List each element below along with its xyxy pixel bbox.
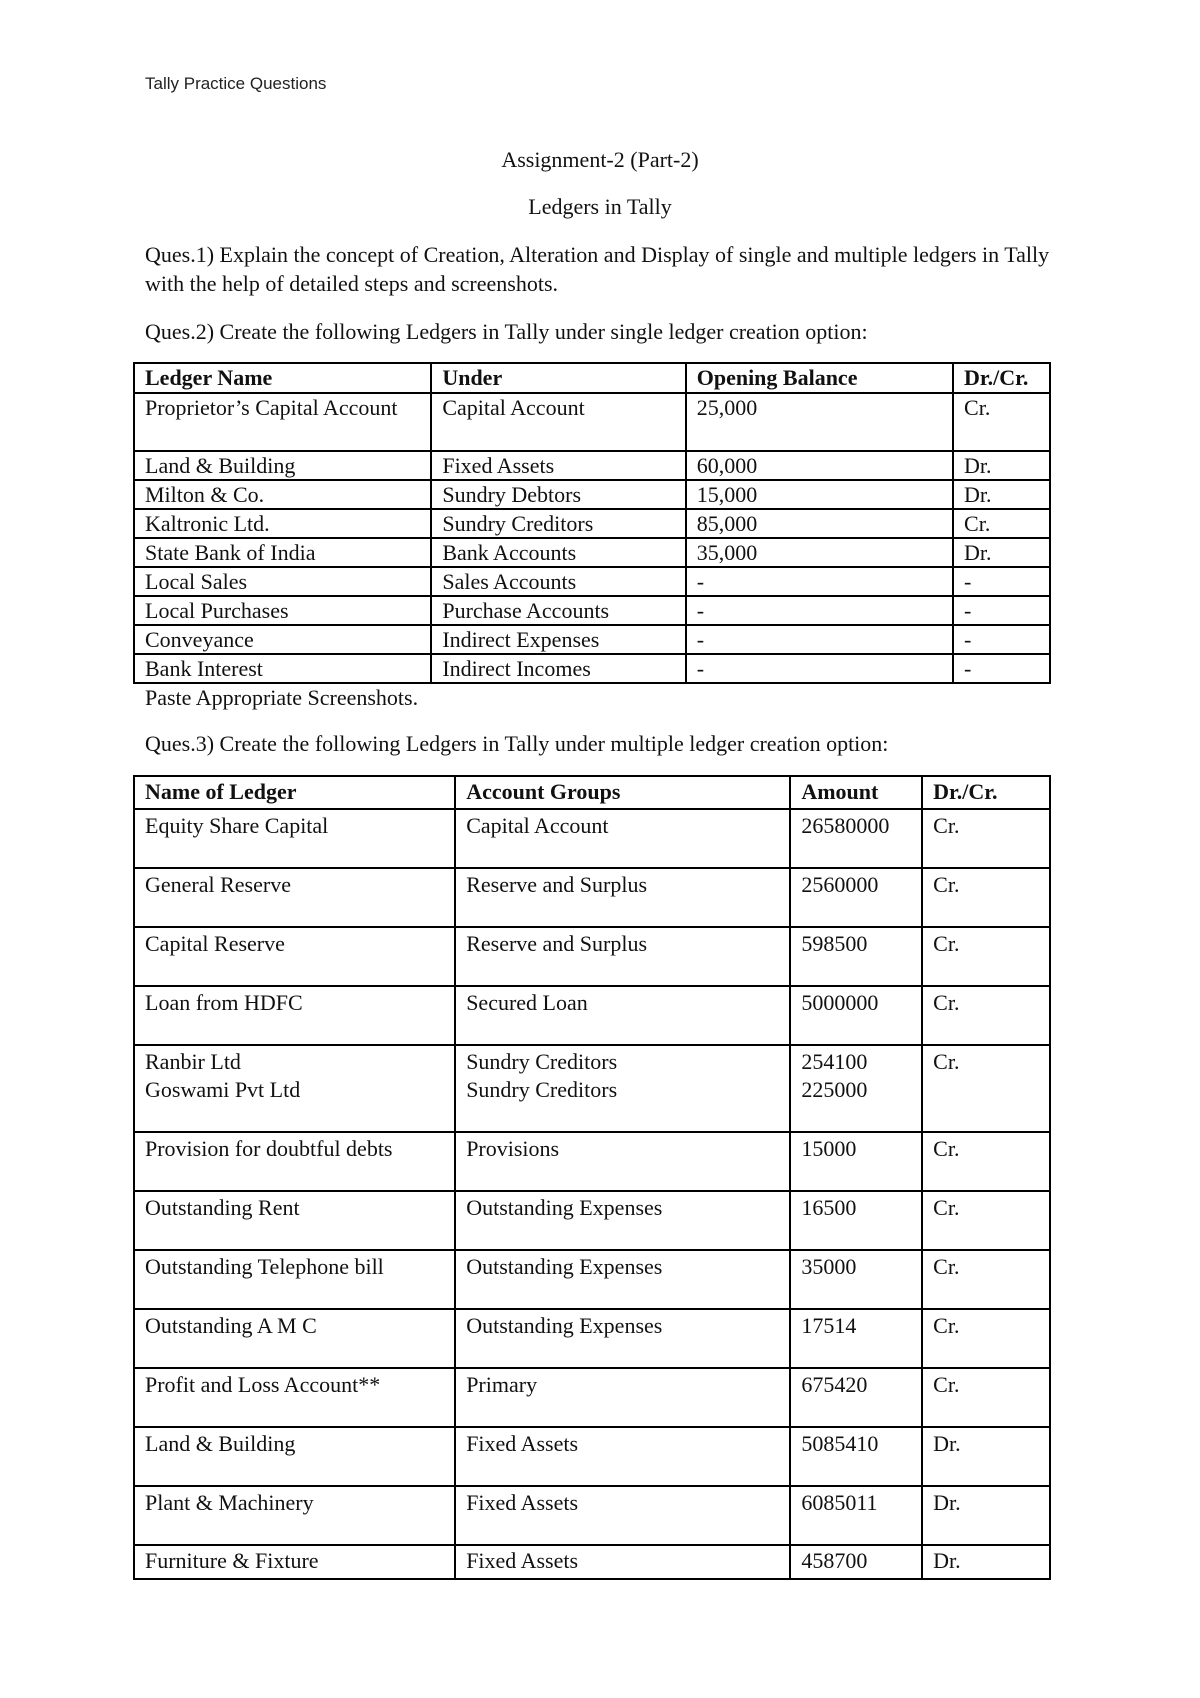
under-cell: Sundry Debtors bbox=[431, 480, 685, 509]
table-row bbox=[134, 509, 1050, 538]
column-header: Amount bbox=[790, 776, 922, 809]
table-row bbox=[134, 538, 1050, 567]
opening-balance-cell: 60,000 bbox=[686, 451, 953, 480]
account-group-cell: Fixed Assets bbox=[455, 1545, 790, 1579]
assignment-subtitle: Ledgers in Tally bbox=[528, 194, 672, 219]
account-group-cell: Primary bbox=[455, 1368, 790, 1427]
dr-cr-cell: Dr. bbox=[953, 480, 1050, 509]
ledger-name-cell: State Bank of India bbox=[134, 538, 431, 567]
multiple-ledger-table bbox=[133, 775, 1051, 1580]
amount-cell: 15000 bbox=[790, 1132, 922, 1191]
dr-cr-cell: - bbox=[953, 596, 1050, 625]
dr-cr-cell: Cr. bbox=[922, 1045, 1050, 1132]
dr-cr-cell: Dr. bbox=[953, 538, 1050, 567]
ledger-name-cell: Equity Share Capital bbox=[134, 809, 455, 868]
table-row bbox=[134, 1132, 1050, 1191]
under-cell: Indirect Incomes bbox=[431, 654, 685, 683]
account-group-cell: Fixed Assets bbox=[455, 1486, 790, 1545]
column-header: Opening Balance bbox=[686, 363, 953, 393]
under-cell: Sundry Creditors bbox=[431, 509, 685, 538]
table-row bbox=[134, 567, 1050, 596]
table-row bbox=[134, 596, 1050, 625]
question-3: Ques.3) Create the following Ledgers in Tally under multiple ledger creation option: bbox=[145, 731, 889, 756]
amount-cell: 16500 bbox=[790, 1191, 922, 1250]
ledger-name-cell: Conveyance bbox=[134, 625, 431, 654]
ledger-name-cell: Land & Building bbox=[134, 1427, 455, 1486]
table-row bbox=[134, 927, 1050, 986]
dr-cr-cell: Cr. bbox=[953, 393, 1050, 451]
assignment-title: Assignment-2 (Part-2) bbox=[501, 147, 699, 172]
ledger-name-cell: Milton & Co. bbox=[134, 480, 431, 509]
paste-screenshots-note: Paste Appropriate Screenshots. bbox=[145, 685, 419, 710]
ledger-name-cell: Provision for doubtful debts bbox=[134, 1132, 455, 1191]
table-row bbox=[134, 393, 1050, 451]
opening-balance-cell: 85,000 bbox=[686, 509, 953, 538]
account-group-cell: Outstanding Expenses bbox=[455, 1250, 790, 1309]
dr-cr-cell: Cr. bbox=[922, 809, 1050, 868]
opening-balance-cell: - bbox=[686, 596, 953, 625]
table-header-row bbox=[134, 363, 1050, 393]
ledger-name-cell: Profit and Loss Account** bbox=[134, 1368, 455, 1427]
table-row bbox=[134, 654, 1050, 683]
ledger-name-cell: Outstanding A M C bbox=[134, 1309, 455, 1368]
amount-cell: 5000000 bbox=[790, 986, 922, 1045]
table-row bbox=[134, 480, 1050, 509]
under-cell: Purchase Accounts bbox=[431, 596, 685, 625]
account-group-cell: Reserve and Surplus bbox=[455, 927, 790, 986]
ledger-name-cell: General Reserve bbox=[134, 868, 455, 927]
account-group-cell: Provisions bbox=[455, 1132, 790, 1191]
table-row bbox=[134, 1191, 1050, 1250]
under-cell: Capital Account bbox=[431, 393, 685, 451]
under-cell: Fixed Assets bbox=[431, 451, 685, 480]
single-ledger-table bbox=[133, 362, 1051, 684]
table-row bbox=[134, 1250, 1050, 1309]
amount-cell: 26580000 bbox=[790, 809, 922, 868]
ledger-name-cell: Land & Building bbox=[134, 451, 431, 480]
amount-cell: 35000 bbox=[790, 1250, 922, 1309]
table-row bbox=[134, 1309, 1050, 1368]
dr-cr-cell: - bbox=[953, 654, 1050, 683]
column-header: Name of Ledger bbox=[134, 776, 455, 809]
ledger-name-cell: Plant & Machinery bbox=[134, 1486, 455, 1545]
ledger-name-cell: Capital Reserve bbox=[134, 927, 455, 986]
table-row bbox=[134, 809, 1050, 868]
under-cell: Indirect Expenses bbox=[431, 625, 685, 654]
dr-cr-cell: Cr. bbox=[922, 1250, 1050, 1309]
amount-cell: 2560000 bbox=[790, 868, 922, 927]
table-row bbox=[134, 625, 1050, 654]
ledger-name-cell: Furniture & Fixture bbox=[134, 1545, 455, 1579]
column-header: Ledger Name bbox=[134, 363, 431, 393]
dr-cr-cell: Cr. bbox=[922, 986, 1050, 1045]
dr-cr-cell: - bbox=[953, 567, 1050, 596]
table-row bbox=[134, 451, 1050, 480]
column-header: Dr./Cr. bbox=[953, 363, 1050, 393]
ledger-name-cell: Outstanding Telephone bill bbox=[134, 1250, 455, 1309]
opening-balance-cell: - bbox=[686, 654, 953, 683]
account-group-cell: Reserve and Surplus bbox=[455, 868, 790, 927]
table-row bbox=[134, 1545, 1050, 1579]
table-row bbox=[134, 868, 1050, 927]
account-group-cell: Outstanding Expenses bbox=[455, 1191, 790, 1250]
dr-cr-cell: Cr. bbox=[953, 509, 1050, 538]
table-header-row bbox=[134, 776, 1050, 809]
dr-cr-cell: Dr. bbox=[922, 1545, 1050, 1579]
account-group-cell: Secured Loan bbox=[455, 986, 790, 1045]
table-row bbox=[134, 1427, 1050, 1486]
dr-cr-cell: Dr. bbox=[922, 1486, 1050, 1545]
dr-cr-cell: - bbox=[953, 625, 1050, 654]
page-header: Tally Practice Questions bbox=[145, 74, 327, 93]
opening-balance-cell: 25,000 bbox=[686, 393, 953, 451]
opening-balance-cell: - bbox=[686, 567, 953, 596]
ledger-name-cell: Bank Interest bbox=[134, 654, 431, 683]
dr-cr-cell: Cr. bbox=[922, 1191, 1050, 1250]
ledger-name-cell: Ranbir Ltd Goswami Pvt Ltd bbox=[134, 1045, 455, 1132]
question-2: Ques.2) Create the following Ledgers in Tally under single ledger creation option: bbox=[145, 319, 868, 344]
amount-cell: 675420 bbox=[790, 1368, 922, 1427]
column-header: Under bbox=[431, 363, 685, 393]
amount-cell: 6085011 bbox=[790, 1486, 922, 1545]
dr-cr-cell: Cr. bbox=[922, 1309, 1050, 1368]
table-row bbox=[134, 986, 1050, 1045]
dr-cr-cell: Cr. bbox=[922, 868, 1050, 927]
amount-cell: 458700 bbox=[790, 1545, 922, 1579]
opening-balance-cell: - bbox=[686, 625, 953, 654]
ledger-name-cell: Outstanding Rent bbox=[134, 1191, 455, 1250]
table-row bbox=[134, 1045, 1050, 1132]
dr-cr-cell: Cr. bbox=[922, 927, 1050, 986]
account-group-cell: Fixed Assets bbox=[455, 1427, 790, 1486]
dr-cr-cell: Dr. bbox=[922, 1427, 1050, 1486]
question-1: Ques.1) Explain the concept of Creation, Alteration and Display of single and multiple ledgers in Tally with the help of detailed steps and screenshots. bbox=[145, 242, 1050, 296]
amount-cell: 5085410 bbox=[790, 1427, 922, 1486]
opening-balance-cell: 15,000 bbox=[686, 480, 953, 509]
table-row bbox=[134, 1368, 1050, 1427]
account-group-cell: Sundry Creditors Sundry Creditors bbox=[455, 1045, 790, 1132]
amount-cell: 598500 bbox=[790, 927, 922, 986]
under-cell: Bank Accounts bbox=[431, 538, 685, 567]
ledger-name-cell: Kaltronic Ltd. bbox=[134, 509, 431, 538]
dr-cr-cell: Cr. bbox=[922, 1368, 1050, 1427]
table-row bbox=[134, 1486, 1050, 1545]
opening-balance-cell: 35,000 bbox=[686, 538, 953, 567]
dr-cr-cell: Dr. bbox=[953, 451, 1050, 480]
under-cell: Sales Accounts bbox=[431, 567, 685, 596]
ledger-name-cell: Local Sales bbox=[134, 567, 431, 596]
ledger-name-cell: Local Purchases bbox=[134, 596, 431, 625]
ledger-name-cell: Loan from HDFC bbox=[134, 986, 455, 1045]
column-header: Account Groups bbox=[455, 776, 790, 809]
account-group-cell: Capital Account bbox=[455, 809, 790, 868]
amount-cell: 17514 bbox=[790, 1309, 922, 1368]
ledger-name-cell: Proprietor’s Capital Account bbox=[134, 393, 431, 451]
account-group-cell: Outstanding Expenses bbox=[455, 1309, 790, 1368]
column-header: Dr./Cr. bbox=[922, 776, 1050, 809]
dr-cr-cell: Cr. bbox=[922, 1132, 1050, 1191]
amount-cell: 254100 225000 bbox=[790, 1045, 922, 1132]
